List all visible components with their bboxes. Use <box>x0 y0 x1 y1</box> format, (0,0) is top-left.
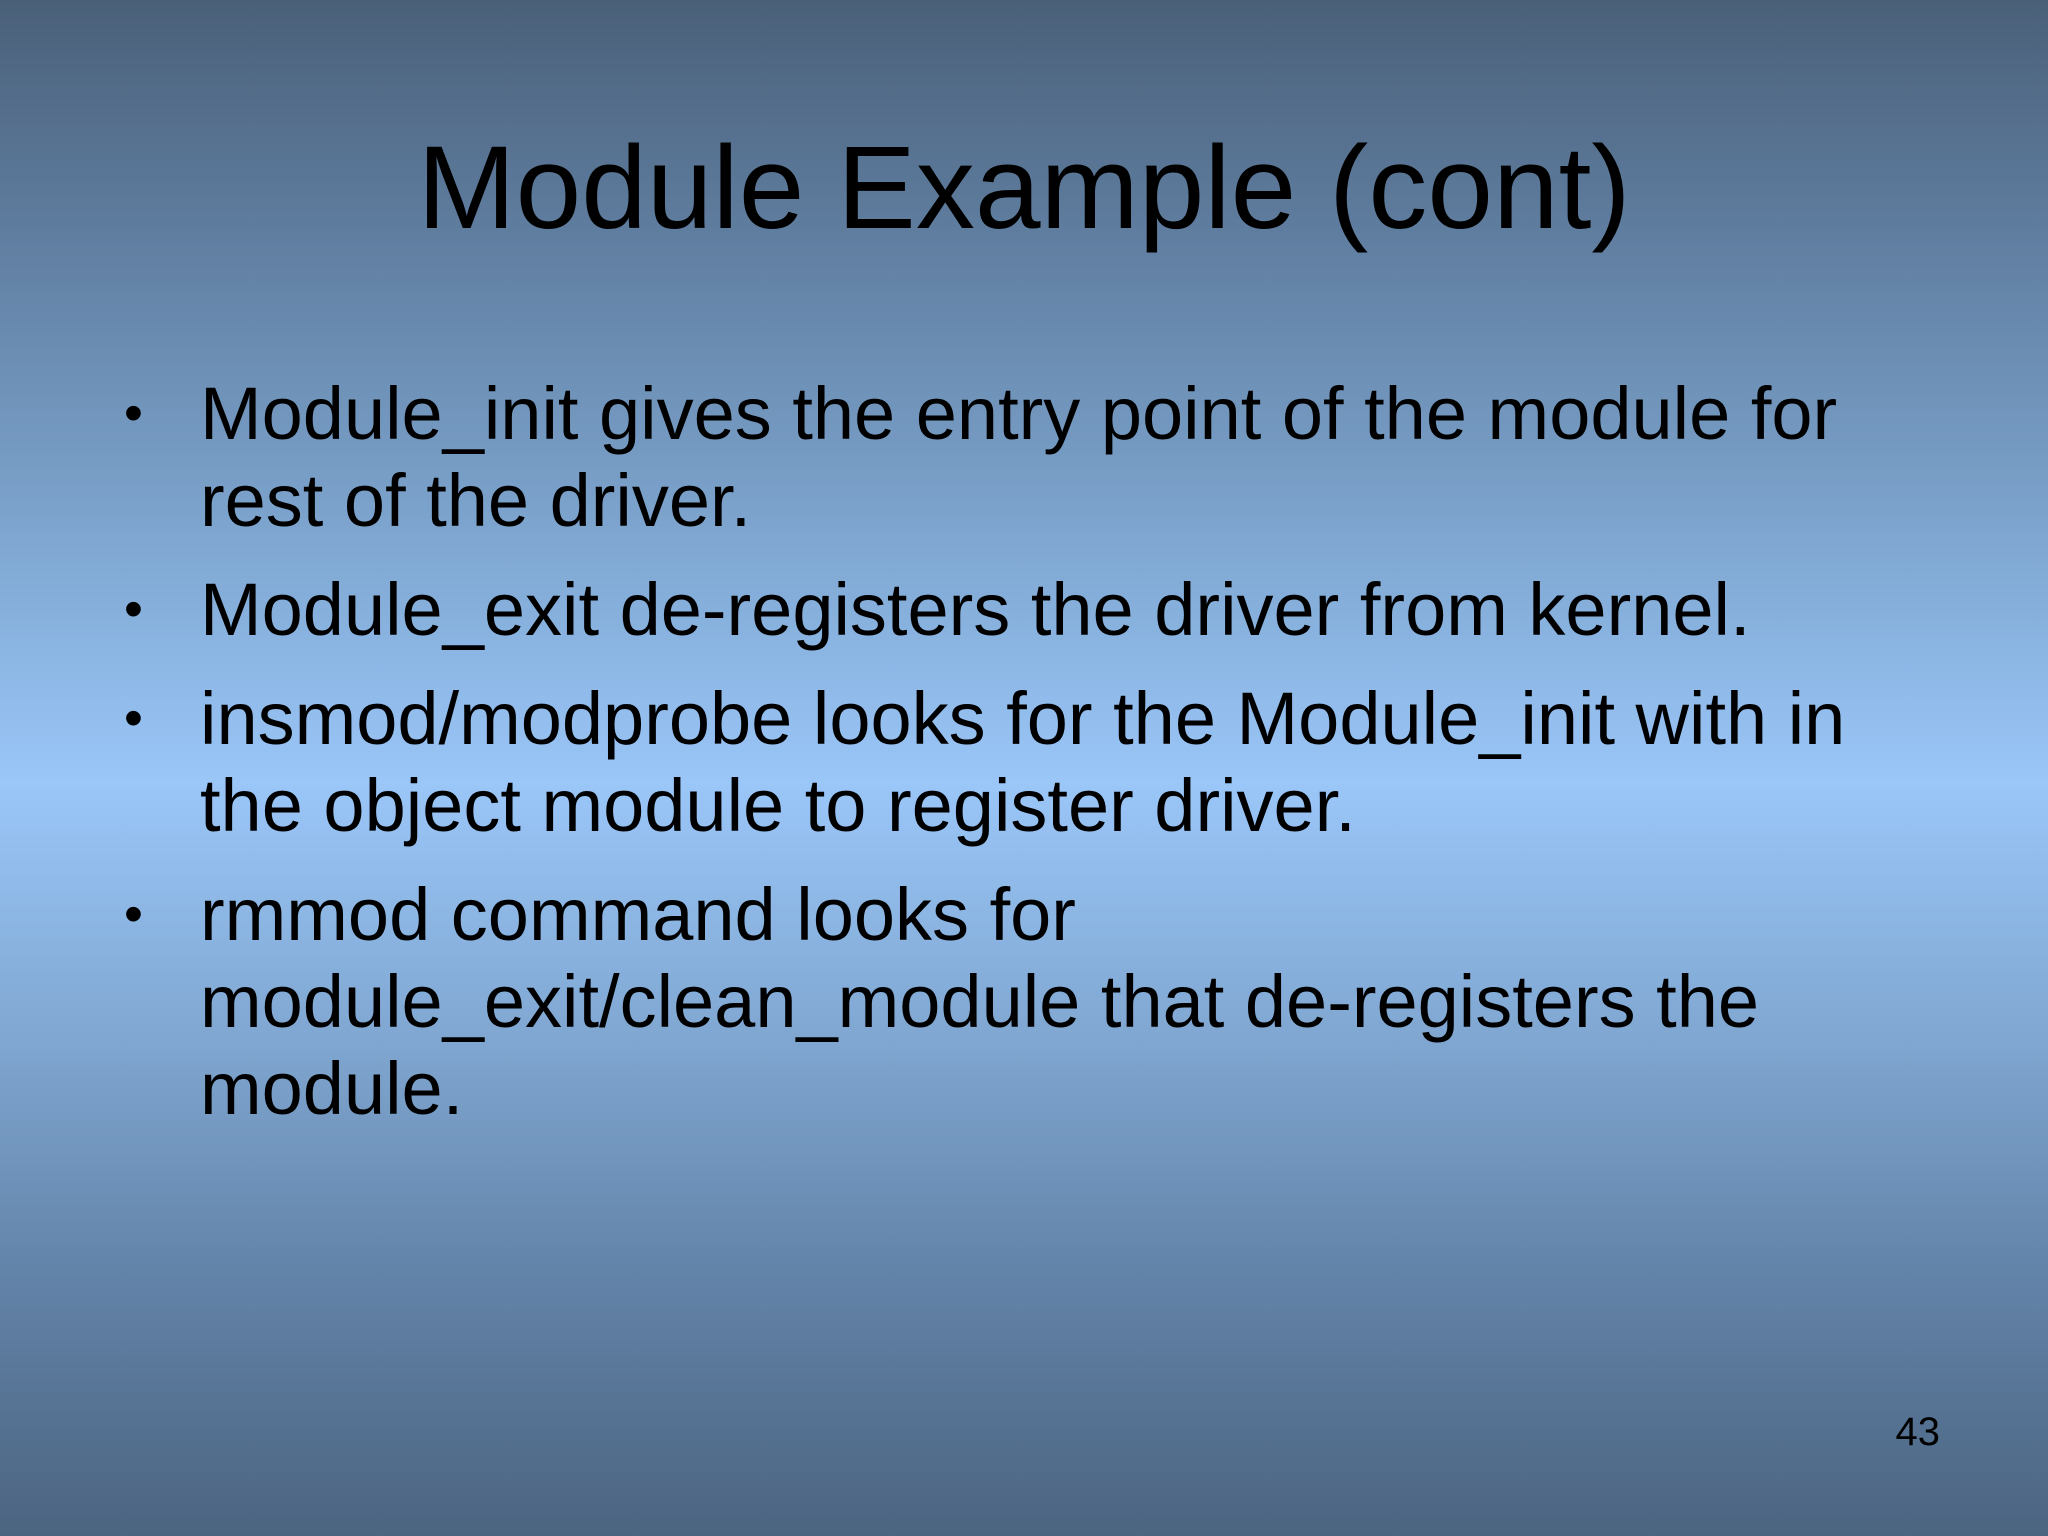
bullet-item <box>120 871 1940 1132</box>
bullet-text: Module_exit de-registers the driver from kernel. <box>200 568 1751 651</box>
bullet-item <box>120 675 1940 849</box>
bullet-text: rmmod command looks for module_exit/clean_module that de-registers the module. <box>200 873 1760 1130</box>
slide-title: Module Example (cont) <box>417 122 1631 254</box>
bullet-list <box>120 370 1940 1154</box>
bullet-text: insmod/modprobe looks for the Module_init with in the object module to register driver. <box>200 677 1846 847</box>
bullet-text: Module_init gives the entry point of the module for rest of the driver. <box>200 372 1838 542</box>
bullet-icon: • <box>124 383 143 443</box>
bullet-icon: • <box>124 688 143 748</box>
bullet-icon: • <box>124 884 143 944</box>
bullet-item <box>120 370 1940 544</box>
bullet-item <box>120 566 1940 653</box>
page-number: 43 <box>1895 1410 1940 1454</box>
bullet-icon: • <box>124 579 143 639</box>
